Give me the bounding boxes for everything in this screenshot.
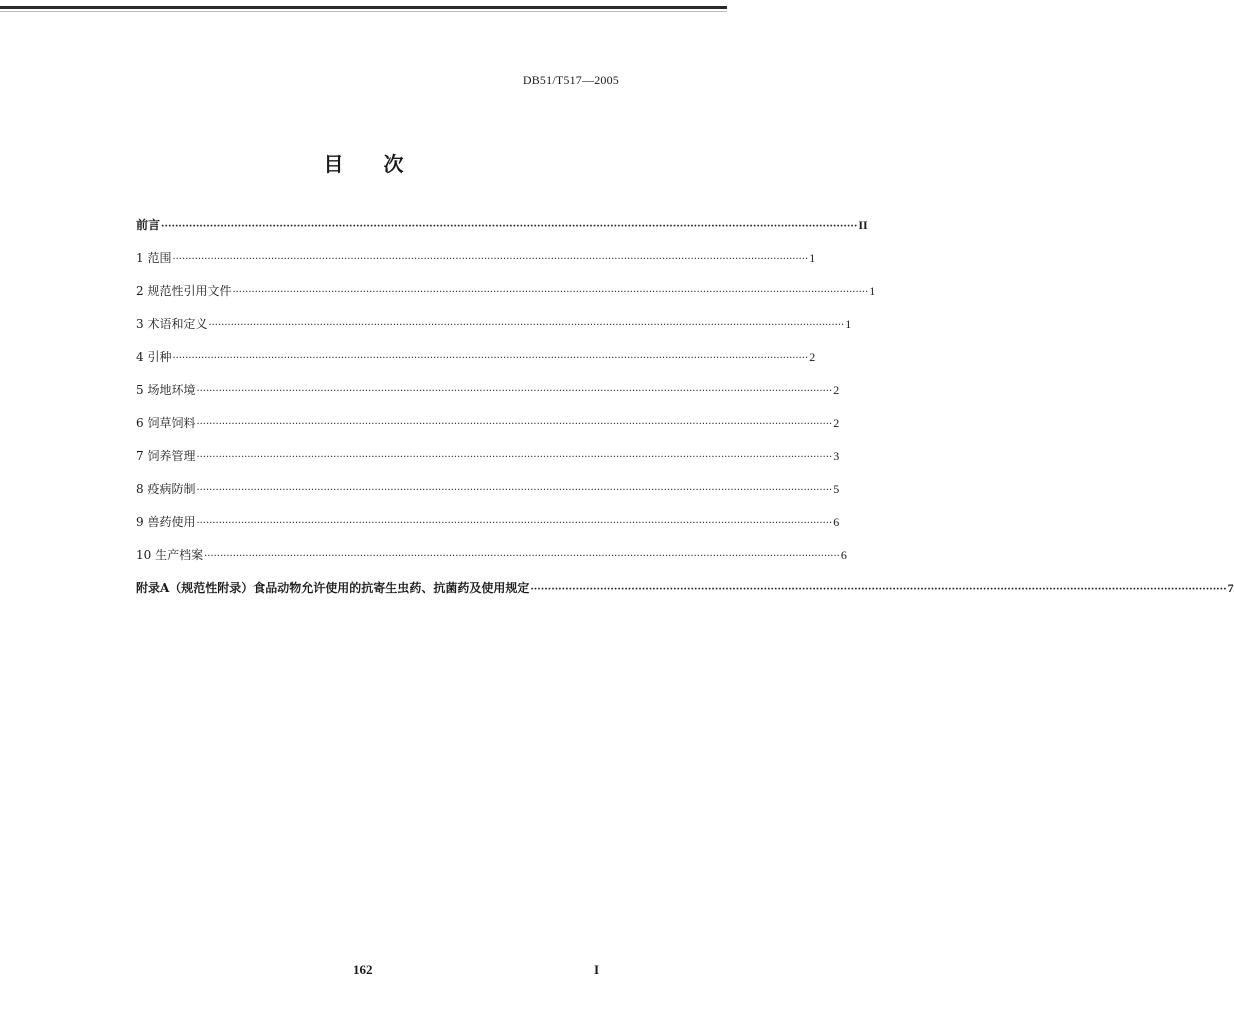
toc-leader-dots: ········································································································································································································	[196, 518, 833, 529]
toc-entry-label: 4 引种	[136, 350, 172, 364]
toc-leader-dots: ········································································································································································································	[232, 287, 869, 298]
page-title	[0, 148, 727, 177]
toc-leader-dots: ········································································································································································································	[196, 386, 833, 397]
toc-entry-page: 1	[809, 251, 816, 265]
toc-entry-label: 2 规范性引用文件	[136, 284, 232, 298]
toc-entry-page: II	[858, 218, 868, 232]
toc-entry-feeding-management[interactable]	[136, 447, 840, 480]
toc-leader-dots: ········································································································································································································	[196, 452, 833, 463]
toc-leader-dots: ········································································································································································································	[196, 485, 833, 496]
top-border-thin-rule	[0, 11, 727, 12]
toc-leader-dots: ········································································································································································································	[172, 353, 809, 364]
toc-entry-normative-references[interactable]	[136, 282, 876, 315]
toc-entry-terms-definitions[interactable]	[136, 315, 852, 348]
toc-leader-dots: ········································································································································································································	[204, 551, 840, 562]
toc-entry-page: 2	[809, 350, 816, 364]
toc-leader-dots: ········································································································································································································	[530, 584, 1227, 595]
toc-entry-label: 8 疫病防制	[136, 482, 196, 496]
page-title-char-1: 目	[323, 152, 344, 176]
toc-entry-label: 5 场地环境	[136, 383, 196, 397]
toc-entry-production-records[interactable]	[136, 546, 847, 579]
table-of-contents	[136, 216, 1234, 612]
toc-entry-page: 5	[833, 482, 840, 496]
toc-leader-dots: ········································································································································································································	[208, 320, 845, 331]
toc-entry-label: 10 生产档案	[136, 548, 204, 562]
toc-entry-label: 前言	[136, 218, 161, 232]
toc-entry-foreword[interactable]	[136, 216, 868, 249]
toc-entry-page: 6	[833, 515, 840, 529]
toc-entry-page: 7	[1227, 581, 1234, 595]
footer-roman-page: I	[594, 962, 600, 977]
toc-entry-veterinary-drug-use[interactable]	[136, 513, 840, 546]
toc-entry-page: 2	[833, 416, 840, 430]
page-title-char-2: 次	[383, 152, 404, 176]
toc-entry-page: 3	[833, 449, 840, 463]
toc-entry-label: 6 饲草饲料	[136, 416, 196, 430]
toc-leader-dots: ········································································································································································································	[172, 254, 809, 265]
toc-entry-page: 1	[845, 317, 852, 331]
document-code: DB51/T517—2005	[522, 73, 619, 87]
toc-entry-disease-control[interactable]	[136, 480, 840, 513]
toc-entry-page: 1	[869, 284, 876, 298]
top-border-rule	[0, 6, 727, 9]
toc-leader-dots: ········································································································································································································	[196, 419, 833, 430]
toc-entry-scope[interactable]	[136, 249, 816, 282]
footer-page-number: 162	[353, 962, 373, 977]
toc-entry-breed-introduction[interactable]	[136, 348, 816, 381]
toc-entry-label: 附录A（规范性附录）食品动物允许使用的抗寄生虫药、抗菌药及使用规定	[136, 581, 530, 595]
toc-entry-label: 3 术语和定义	[136, 317, 208, 331]
toc-entry-page: 6	[840, 548, 847, 562]
toc-entry-forage-feed[interactable]	[136, 414, 840, 447]
toc-entry-page: 2	[833, 383, 840, 397]
toc-entry-appendix-a[interactable]	[136, 579, 1234, 612]
toc-entry-label: 1 范围	[136, 251, 172, 265]
toc-leader-dots: ········································································································································································································	[161, 221, 858, 232]
toc-entry-label: 7 饲养管理	[136, 449, 196, 463]
toc-entry-site-environment[interactable]	[136, 381, 840, 414]
toc-entry-label: 9 兽药使用	[136, 515, 196, 529]
